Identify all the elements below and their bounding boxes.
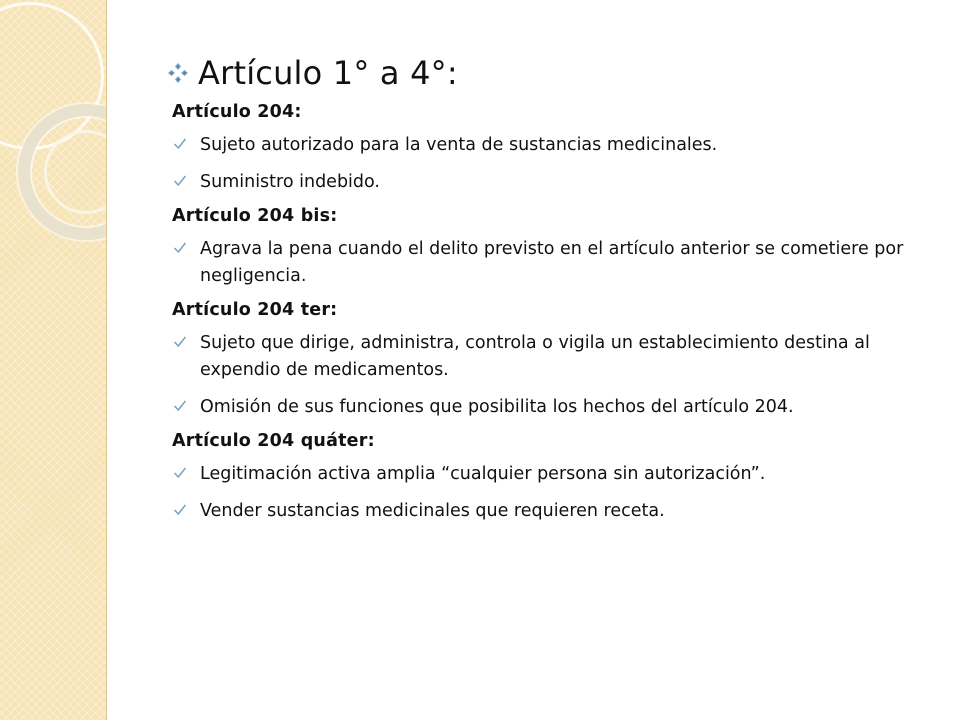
- list-item-text: Agrava la pena cuando el delito previsto en el artículo anterior se cometiere por negligencia.: [200, 239, 904, 286]
- diamond-bullet-icon: [168, 63, 188, 83]
- checkmark-icon: [174, 175, 186, 187]
- checkmark-icon: [174, 504, 186, 516]
- checkmark-icon: [174, 400, 186, 412]
- list-item: [174, 394, 928, 421]
- section-title: Artículo 204:: [172, 102, 302, 122]
- list-item: [174, 132, 928, 159]
- list-item-text: Suministro indebido.: [200, 172, 380, 192]
- checkmark-icon: [174, 336, 186, 348]
- side-band-divider: [106, 0, 107, 720]
- section-title: Artículo 204 quáter:: [172, 431, 375, 451]
- section-title: Artículo 204 bis:: [172, 206, 338, 226]
- slide-content: [168, 50, 928, 535]
- list-item: [174, 330, 928, 384]
- decorative-side-band: [0, 0, 106, 720]
- list-item-text: Legitimación activa amplia “cualquier persona sin autorización”.: [200, 464, 766, 484]
- checkmark-icon: [174, 467, 186, 479]
- slide-heading: [168, 50, 928, 96]
- checkmark-icon: [174, 138, 186, 150]
- list-item-text: Sujeto autorizado para la venta de sustancias medicinales.: [200, 135, 718, 155]
- section-title: Artículo 204 ter:: [172, 300, 338, 320]
- list-item: [174, 498, 928, 525]
- list-item: [174, 169, 928, 196]
- list-item: [174, 461, 928, 488]
- sections-container: [168, 102, 928, 525]
- list-item-text: Vender sustancias medicinales que requieren receta.: [200, 501, 665, 521]
- list-item: [174, 236, 928, 290]
- list-item-text: Sujeto que dirige, administra, controla o vigila un establecimiento destina al expendio de medicamentos.: [200, 333, 870, 380]
- checkmark-icon: [174, 242, 186, 254]
- list-item-text: Omisión de sus funciones que posibilita los hechos del artículo 204.: [200, 397, 794, 417]
- slide-title: Artículo 1° a 4°:: [198, 54, 458, 92]
